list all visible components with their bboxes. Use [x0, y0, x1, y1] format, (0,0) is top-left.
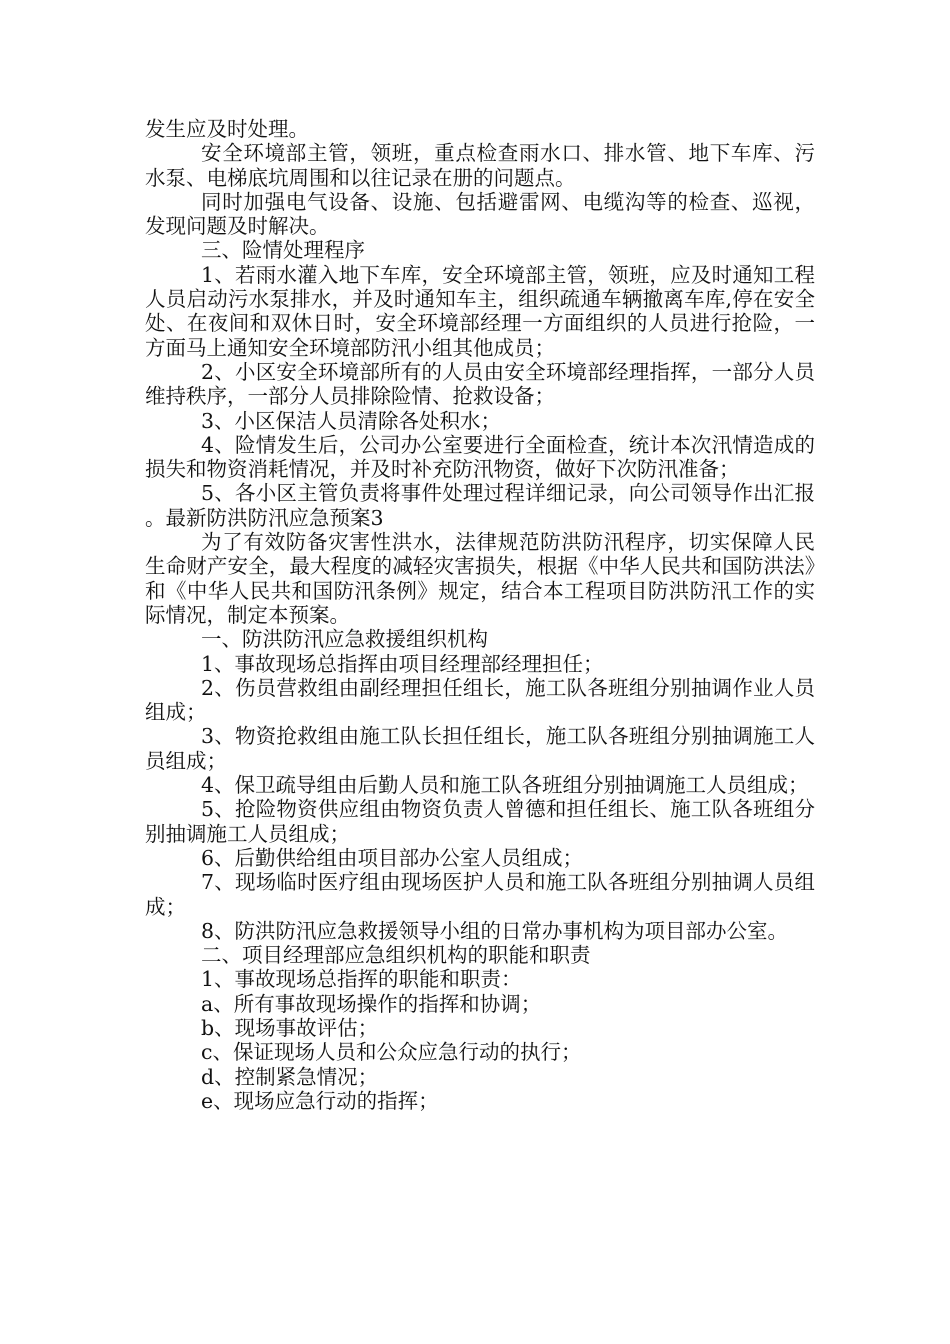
list-item: 1、事故现场总指挥由项目经理部经理担任； [201, 651, 604, 676]
list-item: 2、小区安全环境部所有的人员由安全环境部经理指挥，一部分人员维持秩序，一部分人员排除险情、抢救设备； [145, 359, 815, 409]
section-heading-organization: 一、防洪防汛应急救援组织机构 [201, 627, 488, 652]
list-item: 3、物资抢救组由施工队长担任组长，施工队各班组分别抽调施工人员组成； [145, 724, 815, 773]
list-item: 8、防洪防汛应急救援领导小组的日常办事机构为项目部办公室。 [201, 918, 789, 943]
paragraph-continuation: 发生应及时处理。 [145, 117, 309, 141]
list-item: 1、若雨水灌入地下车库，安全环境部主管，领班，应及时通知工程人员启动污水泵排水，并及时通知车主，组织疏通车辆撤离车库,停在安全处、在夜间和双休日时，安全环境部经理一方面组织的人员进行抢险，一方面马上通知安全环境部防汛小组其他成员； [145, 262, 815, 360]
sub-list-item: c、保证现场人员和公众应急行动的执行； [201, 1040, 582, 1065]
sub-list-item: e、现场应急行动的指挥； [201, 1088, 439, 1113]
list-item: 5、抢险物资供应组由物资负责人曾德和担任组长、施工队各班组分别抽调施工人员组成； [145, 797, 815, 846]
section-heading-danger-procedure: 三、险情处理程序 [201, 238, 365, 263]
list-item: 2、伤员营救组由副经理担任组长，施工队各班组分别抽调作业人员组成； [145, 675, 815, 725]
list-item: 1、事故现场总指挥的职能和职责： [201, 967, 522, 992]
section-heading-functions: 二、项目经理部应急组织机构的职能和职责 [201, 943, 591, 968]
list-item: 4、险情发生后，公司办公室要进行全面检查，统计本次汛情造成的损失和物资消耗情况，并及时补充防汛物资，做好下次防汛准备； [145, 432, 815, 482]
paragraph-preamble: 为了有效防备灾害性洪水，法律规范防洪防汛程序，切实保障人民生命财产安全，最大程度的减轻灾害损失，根据《中华人民共和国防洪法》和《中华人民共和国防汛条例》规定，结合本工程项目防洪防汛工作的实际情况，制定本预案。 [145, 530, 815, 627]
list-item: 7、现场临时医疗组由现场医护人员和施工队各班组分别抽调人员组成； [145, 870, 815, 919]
sub-list-item: b、现场事故评估； [201, 1015, 379, 1040]
list-item: 6、后勤供给组由项目部办公室人员组成； [201, 845, 584, 870]
paragraph-inspection-duty: 安全环境部主管，领班，重点检查雨水口、排水管、地下车库、污水泵、电梯底坑周围和以往记录在册的问题点。 [145, 141, 815, 190]
list-item: 3、小区保洁人员清除各处积水； [201, 408, 502, 433]
document-body [145, 117, 815, 1113]
paragraph-electrical-inspection: 同时加强电气设备、设施、包括避雷网、电缆沟等的检查、巡视，发现问题及时解决。 [145, 189, 815, 239]
list-item: 5、各小区主管负责将事件处理过程详细记录，向公司领导作出汇报。最新防洪防汛应急预案3 [145, 481, 815, 530]
sub-list-item: a、所有事故现场操作的指挥和协调； [201, 991, 542, 1016]
list-item: 4、保卫疏导组由后勤人员和施工队各班组分别抽调施工人员组成； [201, 773, 809, 798]
sub-list-item: d、控制紧急情况； [201, 1064, 379, 1089]
